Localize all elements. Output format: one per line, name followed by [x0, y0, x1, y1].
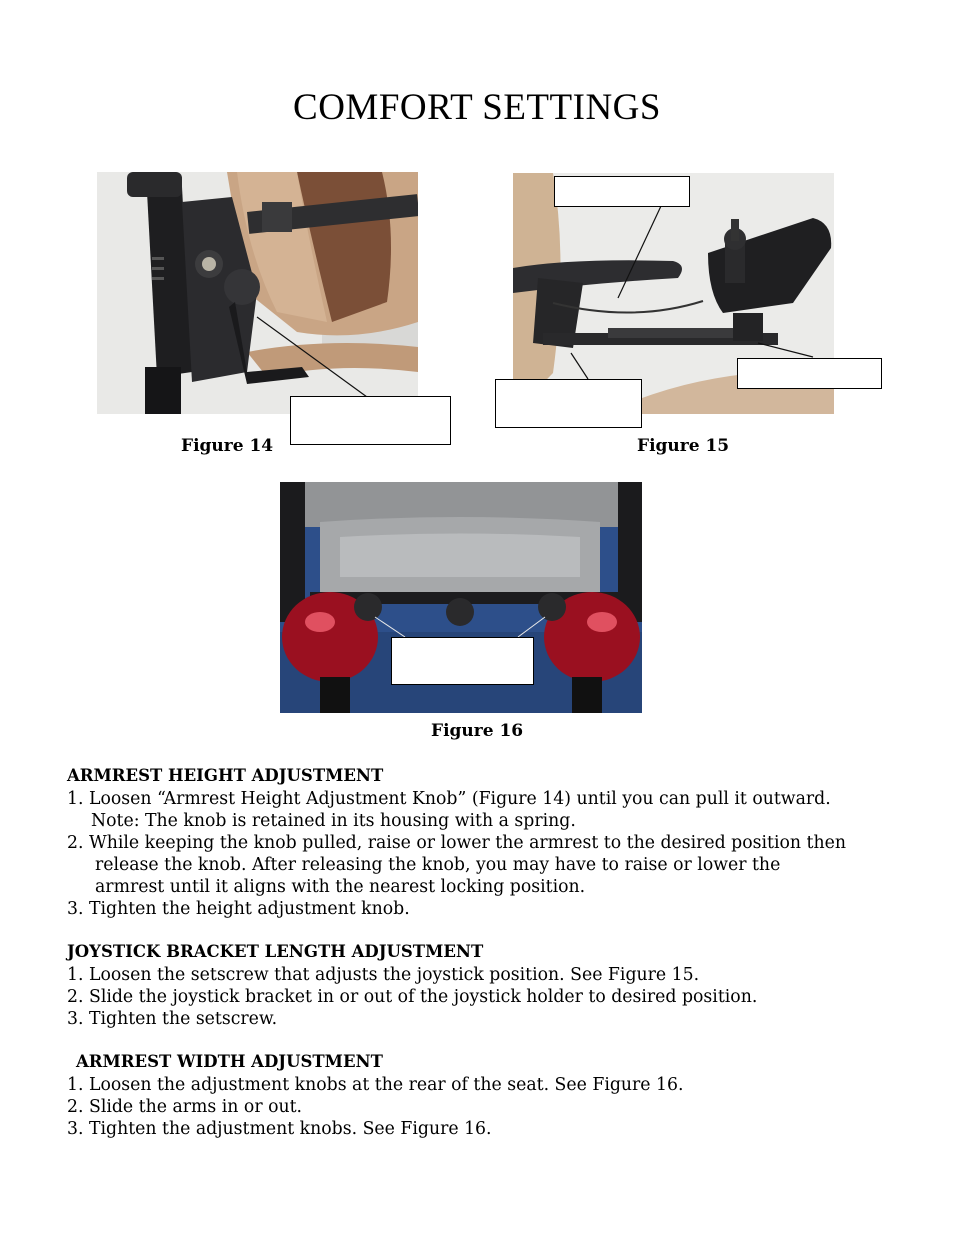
figure-14-photo: [97, 172, 418, 414]
joystick-bracket-step-2: 2. Slide the joystick bracket in or out of the joystick holder to desired position.: [67, 987, 758, 1007]
armrest-height-heading: ARMREST HEIGHT ADJUSTMENT: [67, 766, 384, 785]
page-title: COMFORT SETTINGS: [293, 87, 661, 128]
armrest-height-step-3: 3. Tighten the height adjustment knob.: [67, 899, 410, 919]
armrest-height-step-2-cont-1: release the knob. After releasing the knob, you may have to raise or lower the: [95, 855, 781, 875]
armrest-height-step-2: 2. While keeping the knob pulled, raise or lower the armrest to the desired position then: [67, 833, 846, 853]
armrest-width-step-2: 2. Slide the arms in or out.: [67, 1097, 303, 1117]
armrest-width-heading: ARMREST WIDTH ADJUSTMENT: [76, 1052, 383, 1071]
joystick-bracket-heading: JOYSTICK BRACKET LENGTH ADJUSTMENT: [67, 942, 484, 961]
figure-14-callout-box: [290, 396, 451, 445]
armrest-height-step-2-cont-2: armrest until it aligns with the nearest locking position.: [95, 877, 586, 897]
figure-16-callout-box: [391, 637, 534, 685]
armrest-width-step-3: 3. Tighten the adjustment knobs. See Figure 16.: [67, 1119, 492, 1139]
figure-15-callout-right: [737, 358, 882, 389]
figure-15-callout-bottom-left: [495, 379, 642, 428]
joystick-bracket-step-3: 3. Tighten the setscrew.: [67, 1009, 278, 1029]
armrest-width-step-1: 1. Loosen the adjustment knobs at the rear of the seat. See Figure 16.: [67, 1075, 684, 1095]
figure-15-caption: Figure 15: [637, 436, 730, 456]
joystick-bracket-step-1: 1. Loosen the setscrew that adjusts the joystick position. See Figure 15.: [67, 965, 700, 985]
figure-16-caption: Figure 16: [431, 721, 524, 741]
figure-15-callout-top: [554, 176, 690, 207]
armrest-height-step-1: 1. Loosen “Armrest Height Adjustment Knob” (Figure 14) until you can pull it outward.: [67, 789, 831, 809]
figure-14-caption: Figure 14: [181, 436, 274, 456]
armrest-height-note: Note: The knob is retained in its housing with a spring.: [91, 811, 576, 831]
